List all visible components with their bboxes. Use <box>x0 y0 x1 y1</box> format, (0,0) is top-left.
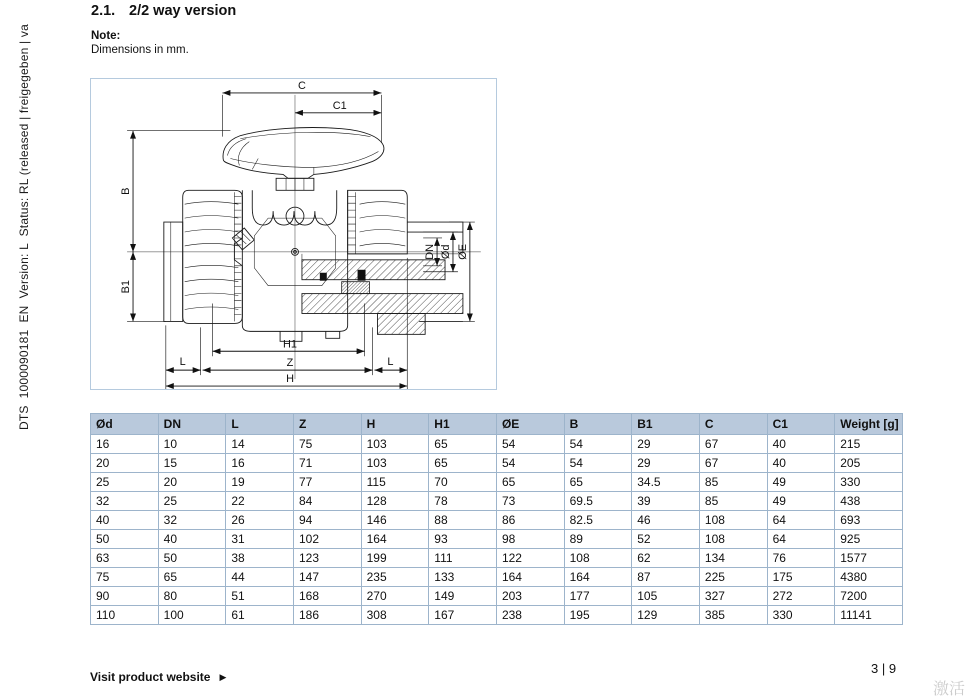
table-cell: 1577 <box>835 549 903 568</box>
table-cell: 64 <box>767 530 835 549</box>
table-cell: 87 <box>632 568 700 587</box>
table-cell: 93 <box>429 530 497 549</box>
table-cell: 40 <box>158 530 226 549</box>
table-cell: 98 <box>496 530 564 549</box>
table-cell: 50 <box>91 530 159 549</box>
table-cell: 50 <box>158 549 226 568</box>
table-cell: 168 <box>293 587 361 606</box>
table-cell: 46 <box>632 511 700 530</box>
table-cell: 38 <box>226 549 294 568</box>
dim-label-dn: DN <box>424 244 437 260</box>
table-cell: 90 <box>91 587 159 606</box>
table-cell: 330 <box>767 606 835 625</box>
table-cell: 238 <box>496 606 564 625</box>
table-cell: 115 <box>361 473 429 492</box>
dim-label-b1: B1 <box>120 279 133 294</box>
table-row <box>91 587 903 606</box>
table-cell: 128 <box>361 492 429 511</box>
table-cell: 84 <box>293 492 361 511</box>
table-cell: 54 <box>496 454 564 473</box>
table-cell: 88 <box>429 511 497 530</box>
table-cell: 54 <box>564 454 632 473</box>
table-cell: 65 <box>429 454 497 473</box>
table-cell: 16 <box>91 435 159 454</box>
table-cell: 29 <box>632 454 700 473</box>
table-cell: 16 <box>226 454 294 473</box>
table-cell: 25 <box>158 492 226 511</box>
table-cell: 327 <box>699 587 767 606</box>
table-cell: 385 <box>699 606 767 625</box>
table-row <box>91 473 903 492</box>
table-cell: 167 <box>429 606 497 625</box>
table-cell: 65 <box>564 473 632 492</box>
table-cell: 44 <box>226 568 294 587</box>
dim-label-od: Ød <box>439 244 452 260</box>
table-cell: 75 <box>91 568 159 587</box>
table-cell: 32 <box>91 492 159 511</box>
table-cell: 70 <box>429 473 497 492</box>
activation-watermark: 激活 <box>933 681 965 698</box>
table-row <box>91 606 903 625</box>
table-cell: 31 <box>226 530 294 549</box>
column-header: C <box>699 414 767 435</box>
table-row <box>91 530 903 549</box>
table-cell: 82.5 <box>564 511 632 530</box>
table-cell: 76 <box>767 549 835 568</box>
table-cell: 49 <box>767 492 835 511</box>
table-cell: 62 <box>632 549 700 568</box>
extension-lines <box>127 95 475 389</box>
table-cell: 67 <box>699 435 767 454</box>
table-cell: 146 <box>361 511 429 530</box>
table-cell: 330 <box>835 473 903 492</box>
dim-label-h: H <box>286 373 294 386</box>
column-header: C1 <box>767 414 835 435</box>
table-cell: 65 <box>496 473 564 492</box>
table-cell: 270 <box>361 587 429 606</box>
table-header-row <box>91 414 903 435</box>
table-cell: 108 <box>699 511 767 530</box>
page-indicator: 3 | 9 <box>871 661 897 676</box>
table-cell: 102 <box>293 530 361 549</box>
table-cell: 149 <box>429 587 497 606</box>
table-cell: 25 <box>91 473 159 492</box>
left-pipe-end <box>164 222 183 321</box>
table-cell: 20 <box>158 473 226 492</box>
column-header: B1 <box>632 414 700 435</box>
dim-label-h1: H1 <box>283 338 297 351</box>
table-cell: 40 <box>767 454 835 473</box>
table-cell: 89 <box>564 530 632 549</box>
table-cell: 110 <box>91 606 159 625</box>
table-cell: 203 <box>496 587 564 606</box>
table-cell: 64 <box>767 511 835 530</box>
table-cell: 103 <box>361 454 429 473</box>
page-title <box>91 3 236 19</box>
table-row <box>91 511 903 530</box>
dim-label-b: B <box>120 187 133 195</box>
right-union-nut <box>348 190 408 254</box>
table-cell: 54 <box>496 435 564 454</box>
table-row <box>91 549 903 568</box>
table-cell: 100 <box>158 606 226 625</box>
table-body <box>91 435 903 625</box>
table-cell: 147 <box>293 568 361 587</box>
table-cell: 129 <box>632 606 700 625</box>
table-cell: 77 <box>293 473 361 492</box>
right-arrow-icon: ▶ <box>219 672 227 682</box>
table-cell: 134 <box>699 549 767 568</box>
table-cell: 308 <box>361 606 429 625</box>
table-cell: 52 <box>632 530 700 549</box>
table-cell: 19 <box>226 473 294 492</box>
table-cell: 20 <box>91 454 159 473</box>
table-row <box>91 568 903 587</box>
table-cell: 65 <box>429 435 497 454</box>
table-cell: 272 <box>767 587 835 606</box>
column-header: B <box>564 414 632 435</box>
dim-label-c: C <box>298 79 306 92</box>
table-cell: 10 <box>158 435 226 454</box>
table-cell: 215 <box>835 435 903 454</box>
table-cell: 86 <box>496 511 564 530</box>
dim-label-l-left: L <box>179 356 186 369</box>
document-meta-vertical-text: DTS 1000090181 EN Version: L Status: RL (released | freigegeben | va <box>17 24 31 430</box>
note-text: Dimensions in mm. <box>91 44 189 56</box>
table-cell: 693 <box>835 511 903 530</box>
table-row <box>91 454 903 473</box>
table-cell: 133 <box>429 568 497 587</box>
table-cell: 122 <box>496 549 564 568</box>
column-header: ØE <box>496 414 564 435</box>
column-header: Ød <box>91 414 159 435</box>
table-cell: 49 <box>767 473 835 492</box>
table-cell: 199 <box>361 549 429 568</box>
table-cell: 40 <box>91 511 159 530</box>
table-cell: 75 <box>293 435 361 454</box>
table-cell: 34.5 <box>632 473 700 492</box>
valve-handle <box>223 128 384 179</box>
table-cell: 164 <box>496 568 564 587</box>
table-cell: 105 <box>632 587 700 606</box>
table-cell: 4380 <box>835 568 903 587</box>
column-header: L <box>226 414 294 435</box>
column-header: DN <box>158 414 226 435</box>
table-cell: 39 <box>632 492 700 511</box>
table-cell: 67 <box>699 454 767 473</box>
table-cell: 225 <box>699 568 767 587</box>
column-header: Z <box>293 414 361 435</box>
table-cell: 235 <box>361 568 429 587</box>
table-cell: 123 <box>293 549 361 568</box>
table-cell: 73 <box>496 492 564 511</box>
table-cell: 26 <box>226 511 294 530</box>
section-number: 2.1. <box>91 3 116 19</box>
table-cell: 108 <box>564 549 632 568</box>
table-cell: 164 <box>564 568 632 587</box>
table-cell: 22 <box>226 492 294 511</box>
table-cell: 80 <box>158 587 226 606</box>
table-cell: 195 <box>564 606 632 625</box>
table-cell: 51 <box>226 587 294 606</box>
table-cell: 63 <box>91 549 159 568</box>
table-cell: 11141 <box>835 606 903 625</box>
visit-product-website-label: Visit product website <box>90 670 211 684</box>
right-pipe-section <box>302 222 463 334</box>
table-row <box>91 492 903 511</box>
section-title: 2/2 way version <box>129 3 237 19</box>
table-cell: 32 <box>158 511 226 530</box>
table-cell: 177 <box>564 587 632 606</box>
table-cell: 175 <box>767 568 835 587</box>
table-cell: 69.5 <box>564 492 632 511</box>
column-header: H <box>361 414 429 435</box>
table-cell: 205 <box>835 454 903 473</box>
column-header: Weight [g] <box>835 414 903 435</box>
table-cell: 40 <box>767 435 835 454</box>
table-cell: 78 <box>429 492 497 511</box>
dim-label-c1: C1 <box>332 99 347 112</box>
note-label: Note: <box>91 30 121 42</box>
table-row <box>91 435 903 454</box>
left-union-nut <box>183 190 243 323</box>
table-cell: 85 <box>699 473 767 492</box>
valve-dimension-drawing <box>90 78 497 390</box>
table-cell: 85 <box>699 492 767 511</box>
table-cell: 925 <box>835 530 903 549</box>
table-cell: 186 <box>293 606 361 625</box>
dim-label-oe: ØE <box>456 244 469 260</box>
table-cell: 438 <box>835 492 903 511</box>
table-cell: 54 <box>564 435 632 454</box>
table-cell: 94 <box>293 511 361 530</box>
table-cell: 111 <box>429 549 497 568</box>
table-cell: 61 <box>226 606 294 625</box>
dimensions-table <box>90 413 903 625</box>
table-cell: 29 <box>632 435 700 454</box>
valve-cross-section-svg <box>91 79 496 389</box>
column-header: H1 <box>429 414 497 435</box>
table-cell: 65 <box>158 568 226 587</box>
visit-product-website-link[interactable] <box>90 670 226 684</box>
table-cell: 7200 <box>835 587 903 606</box>
table-cell: 15 <box>158 454 226 473</box>
table-cell: 14 <box>226 435 294 454</box>
dim-label-l-right: L <box>387 356 394 369</box>
table-cell: 103 <box>361 435 429 454</box>
table-cell: 164 <box>361 530 429 549</box>
dim-label-z: Z <box>286 357 294 370</box>
table-cell: 108 <box>699 530 767 549</box>
table-cell: 71 <box>293 454 361 473</box>
